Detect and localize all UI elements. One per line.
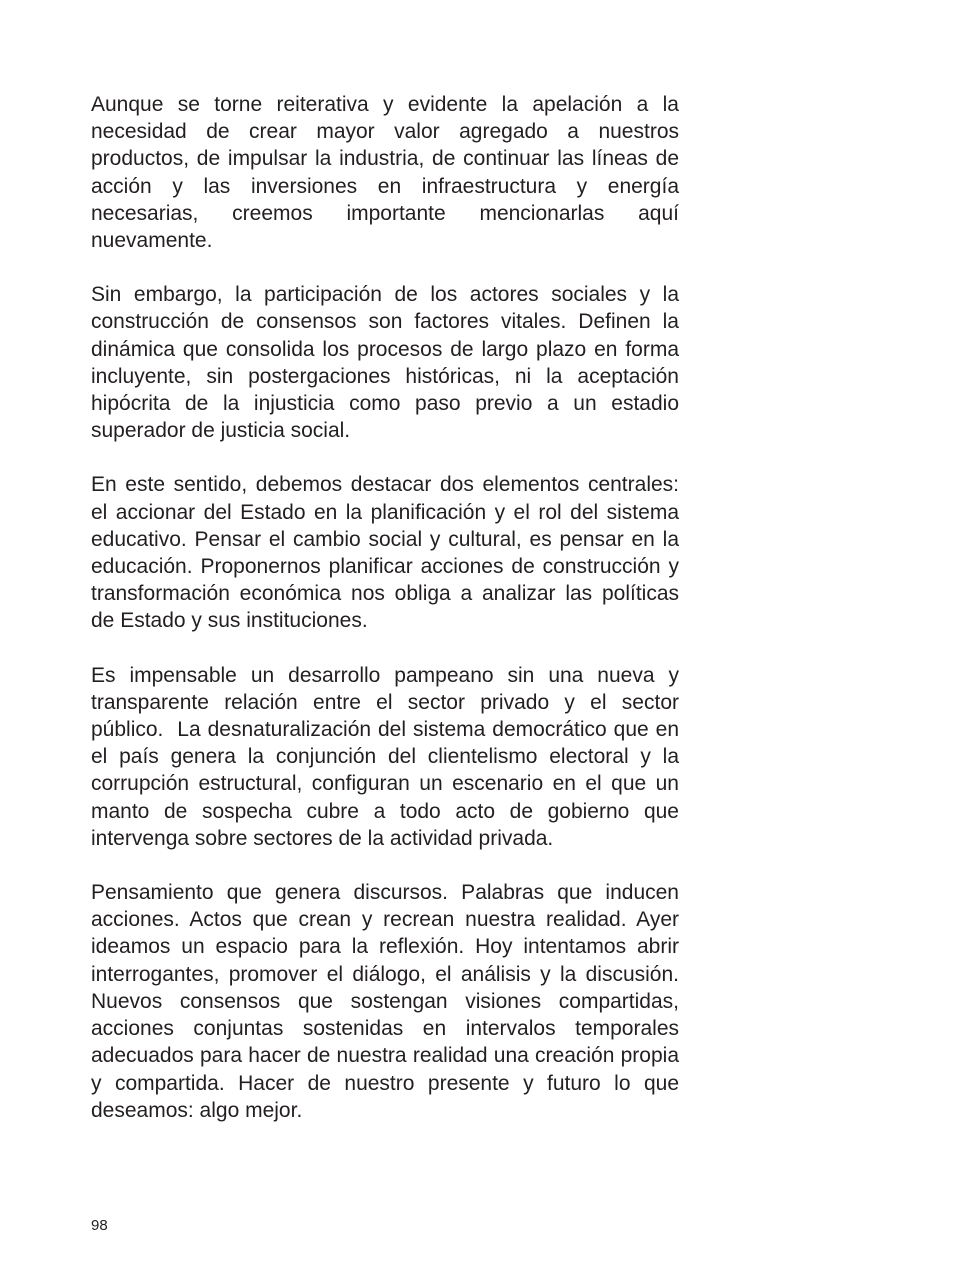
page-number: 98 [91, 1217, 108, 1234]
paragraph: Pensamiento que genera discursos. Palabras que inducen acciones. Actos que crean y recrean nuestra realidad. Ayer ideamos un espacio para la reflexión. Hoy intentamos abrir interrogantes, promover el diálogo, el análisis y la discusión. Nuevos consensos que sostengan visiones compartidas, acciones conjuntas sostenidas en intervalos temporales adecuados para hacer de nuestra realidad una creación propia y compartida. Hacer de nuestro presente y futuro lo que deseamos: algo mejor. [91, 881, 691, 1122]
paragraph: Es impensable un desarrollo pampeano sin una nueva y transparente relación entre el sector privado y el sector público. La desnaturalización del sistema democrático que en el país genera la conjunción del clientelismo electoral y la corrupción estructural, configuran un escenario en el que un manto de sospecha cubre a todo acto de gobierno que intervenga sobre sectores de la actividad privada. [91, 663, 685, 850]
paragraph: En este sentido, debemos destacar dos elementos centrales: el accionar del Estado en la planificación y el rol del sistema educativo. Pensar el cambio social y cultural, es pensar en la educación. Proponernos planificar acciones de construcción y transformación económica nos obliga a analizar las políticas de Estado y sus instituciones. [91, 473, 685, 633]
body-text [91, 91, 691, 1151]
paragraph: Sin embargo, la participación de los actores sociales y la construcción de consensos son factores vitales. Definen la dinámica que consolida los procesos de largo plazo en forma incluyente, sin postergaciones históricas, ni la aceptación hipócrita de la injusticia como paso previo a un estadio superador de justicia social. [91, 283, 685, 443]
paragraph: Aunque se torne reiterativa y evidente la apelación a la necesidad de crear mayor valor agregado a nuestros productos, de impulsar la industria, de continuar las líneas de acción y las inversiones en infraestructura y energía necesarias, creemos importante mencionarlas aquí nuevamente. [91, 93, 685, 253]
